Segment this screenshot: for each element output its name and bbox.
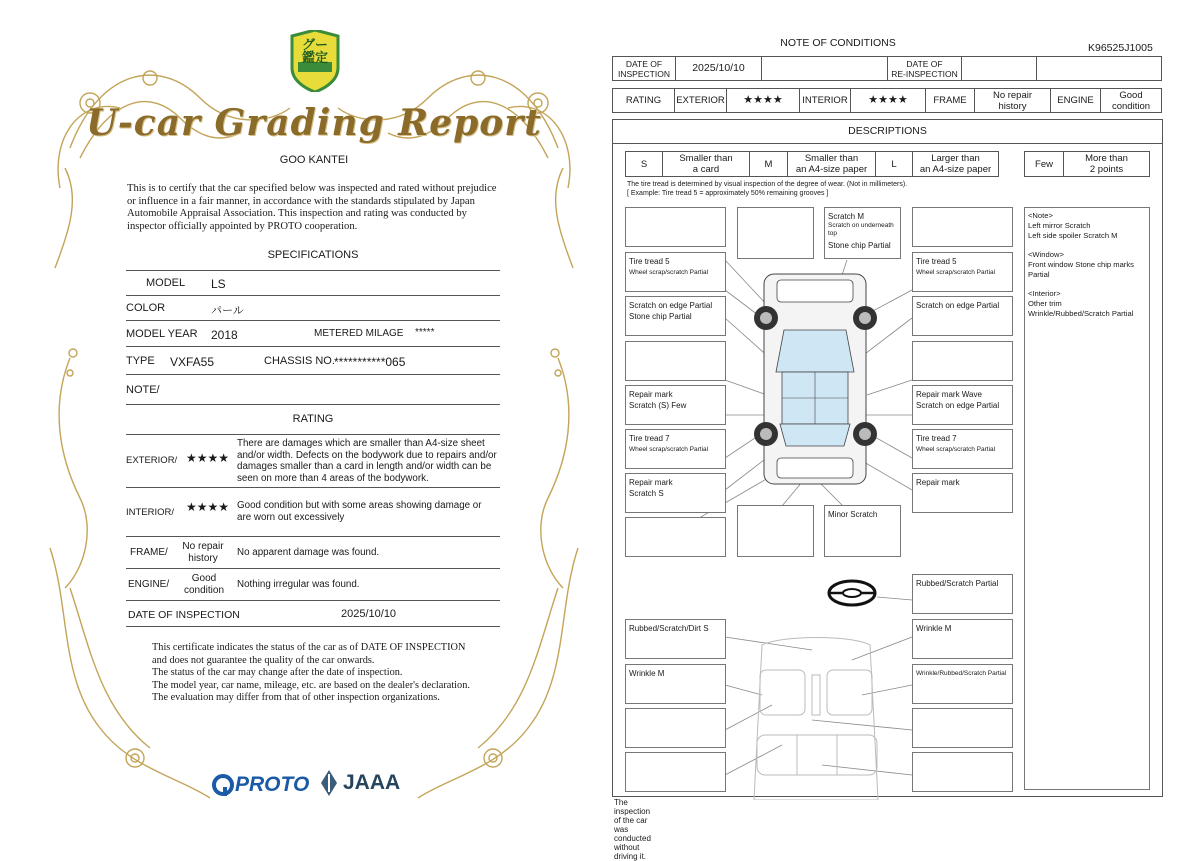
engine-label-cell: ENGINE [1050,88,1101,113]
desc-box-left-6: Repair mark Scratch S [625,473,726,513]
desc-box-right-1-main: Tire tread 5 [916,257,957,266]
desc-box-right-4: Repair mark Wave Scratch on edge Partial [912,385,1013,425]
jaaa-logo [319,769,400,797]
spec-row-color [126,296,500,321]
interior-label-cell: INTERIOR [799,88,851,113]
descriptions-header: DESCRIPTIONS [612,119,1163,144]
spec-row-model [126,270,500,296]
desc-box-top-2-sub: Stone chip Partial [828,241,891,250]
model-value: LS [211,277,226,291]
desc-box-top-2-small: Scratch on underneath top [828,222,894,237]
date-of-inspection-label-cell: DATE OF INSPECTION [612,56,676,81]
spec-row-model-year [126,322,500,347]
badge-label: グー 鑑定 [301,37,328,65]
frame-desc: No apparent damage was found. [237,547,380,558]
rating-row-engine [126,570,500,601]
rating-row-date [126,602,500,627]
desc-box-left-1-sub: Wheel scrap/scratch Partial [629,269,709,276]
chassis-label: CHASSIS NO. [264,355,335,367]
desc-box-interior-right-4 [912,752,1013,792]
rating-row-exterior [126,434,500,488]
desc-box-left-5-sub: Wheel scrap/scratch Partial [629,446,709,453]
rating-header: RATING [292,413,334,425]
tire-tread-note: The tire tread is determined by visual inspection of the degree of wear. (Not in millimeters). [ Example: Tire tread 5 = approximately 50% remaining grooves ] [627,181,908,197]
desc-box-interior-left-2: Wrinkle M [625,664,726,704]
blank-cell-3 [1036,56,1162,81]
desc-box-interior-left-3 [625,708,726,748]
desc-box-left-1 [625,252,726,292]
jaaa-logo-icon [319,770,339,796]
note-label: NOTE/ [126,384,160,396]
org-name: GOO KANTEI [279,154,349,166]
desc-box-right-1-sub: Wheel scrap/scratch Partial [916,269,996,276]
exterior-label-cell: EXTERIOR [674,88,727,113]
type-value: VXFA55 [170,355,215,369]
engine-value: Good condition [183,573,225,596]
rating-row-interior [126,488,500,537]
frame-label-cell: FRAME [925,88,975,113]
desc-box-right-6: Repair mark [912,473,1013,513]
legend-few-desc: More than 2 points [1063,151,1150,177]
date-of-inspection-value-cell: 2025/10/10 [675,56,762,81]
desc-box-left-4: Repair mark Scratch (S) Few [625,385,726,425]
steering-wheel-icon [829,581,875,605]
blank-cell-2 [961,56,1037,81]
legend-s: S [625,151,663,177]
desc-box-right-1 [912,252,1013,292]
proto-logo-text: PROTO [235,773,310,796]
chassis-value: ***********065 [334,355,406,369]
date-of-inspection-value: 2025/10/10 [341,608,397,620]
exterior-label: EXTERIOR/ [126,455,178,466]
car-top-view-icon [764,274,866,484]
exterior-stars-cell: ★★★★ [726,88,800,113]
engine-value-cell: Good condition [1100,88,1162,113]
desc-box-steering: Rubbed/Scratch Partial [912,574,1013,614]
desc-box-bottom-2: Minor Scratch [824,505,901,557]
blank-cell-1 [761,56,888,81]
legend-m-desc: Smaller than an A4-size paper [787,151,876,177]
note-footer: The inspection of the car was conducted without driving it. [614,798,651,861]
legend-m: M [749,151,788,177]
desc-box-interior-right-2: Wrinkle/Rubbed/Scratch Partial [912,664,1013,704]
spec-row-type [126,348,500,375]
proto-logo [212,772,309,798]
legend-l-desc: Larger than an A4-size paper [912,151,999,177]
legend-s-desc: Smaller than a card [662,151,750,177]
exterior-desc: There are damages which are smaller than A4-size sheet and/or width. Defects on the bodywork due to repairs and/or damages smaller than a card in length and/or width can be seen on more than 4 areas of the bodywork. [237,438,497,484]
metered-label: METERED MILAGE [314,328,404,339]
rating-label-cell: RATING [612,88,675,113]
desc-box-interior-left-4 [625,752,726,792]
desc-box-left-7 [625,517,726,557]
car-interior-view-icon [754,638,878,801]
desc-box-right-5 [912,429,1013,469]
interior-stars-cell: ★★★★ [850,88,926,113]
intro-text: This is to certify that the car specified below was inspected and rated without prejudice or influence in a fair manner, in accordance with the standards stipulated by Japan Automobile Appraisal Association. This inspection and rating was conducted by inspector officially appointed by PROTO cooperation. [127,183,497,232]
desc-box-interior-right-1: Wrinkle M [912,619,1013,659]
color-label: COLOR [126,302,166,314]
desc-box-left-3 [625,341,726,381]
type-label: TYPE [126,355,155,367]
ornamental-border [40,28,588,824]
model-label: MODEL [146,277,186,289]
frame-value-cell: No repair history [974,88,1051,113]
model-year-value: 2018 [211,328,238,342]
model-year-label: MODEL YEAR [126,328,198,340]
note-code: K96525J1005 [1088,42,1153,54]
desc-box-right-3 [912,341,1013,381]
goo-kantei-badge-icon [288,30,342,92]
report-title: U-car Grading Report [86,102,542,144]
rating-row-frame [126,538,500,569]
proto-logo-icon [212,774,234,796]
interior-desc: Good condition but with some areas showing damage or are worn out excessively [237,500,482,523]
desc-box-left-5-main: Tire tread 7 [629,434,670,443]
desc-box-right-5-sub: Wheel scrap/scratch Partial [916,446,996,453]
engine-label: ENGINE/ [128,579,170,590]
date-of-inspection-label: DATE OF INSPECTION [128,609,240,621]
footer-disclaimer: This certificate indicates the status of the car as of DATE OF INSPECTION and does not guarantee the quality of the car onwards. The status of the car may change after the date of inspection. The model year, car name, mileage, etc. are based on the dealer's declaration. The evaluation may differ from that of other inspection organizations. [152,642,470,703]
exterior-stars: ★★★★ [186,451,230,465]
desc-box-interior-right-3 [912,708,1013,748]
desc-box-left-2: Scratch on edge Partial Stone chip Partial [625,296,726,336]
legend-few: Few [1024,151,1064,177]
frame-label: FRAME/ [130,547,168,558]
desc-box-interior-left-1: Rubbed/Scratch/Dirt S [625,619,726,659]
specifications-header: SPECIFICATIONS [267,249,359,261]
frame-value: No repair history [182,541,224,564]
grading-certificate [40,28,588,824]
legend-l: L [875,151,913,177]
desc-box-top-1 [737,207,814,259]
desc-box-top-2 [824,207,901,259]
interior-label: INTERIOR/ [126,507,175,518]
desc-box-right-2: Scratch on edge Partial [912,296,1013,336]
spec-row-note [126,376,500,405]
color-value: パール [211,305,244,317]
metered-value: ***** [415,327,435,338]
note-title: NOTE OF CONDITIONS [780,37,896,49]
desc-box-bottom-1 [737,505,814,557]
side-note-panel: <Note> Left mirror Scratch Left side spoiler Scratch M <Window> Front window Stone chip marks Partial <Interior> Other trim Wrinkle/Rubbed/Scratch Partial [1024,207,1150,790]
interior-stars: ★★★★ [186,500,230,514]
desc-box-left-5 [625,429,726,469]
engine-desc: Nothing irregular was found. [237,579,360,590]
desc-box-right-5-main: Tire tread 7 [916,434,957,443]
jaaa-logo-text: JAAA [343,771,401,794]
desc-box-top-2-main: Scratch M [828,212,865,221]
desc-box-left-1-main: Tire tread 5 [629,257,670,266]
desc-box-right-0 [912,207,1013,247]
desc-box-left-0 [625,207,726,247]
date-of-reinspection-label-cell: DATE OF RE-INSPECTION [887,56,962,81]
